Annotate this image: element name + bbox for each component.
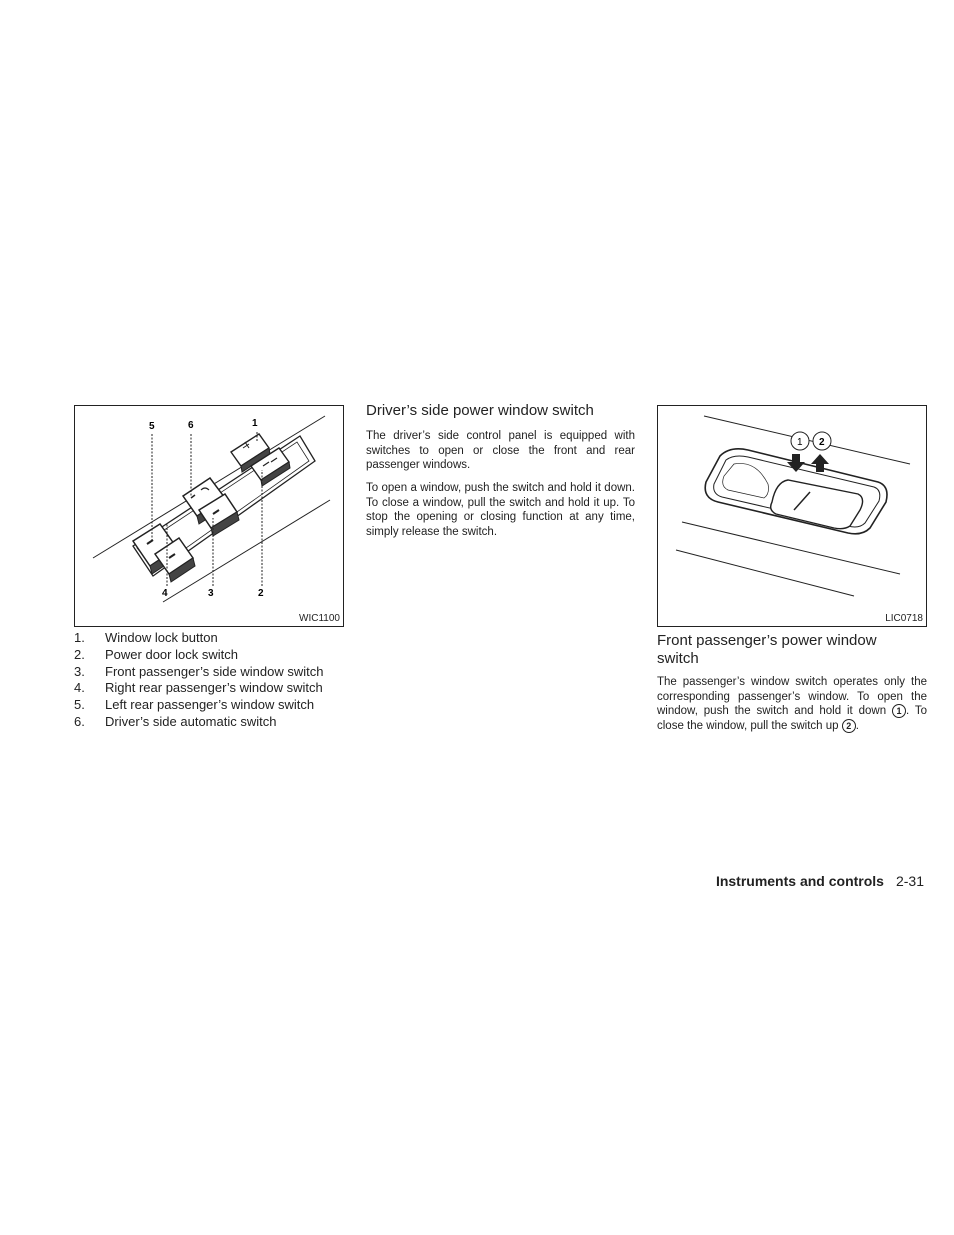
list-item: 1. Window lock button	[74, 630, 218, 645]
figure-driver-switch-panel	[74, 405, 344, 627]
passenger-switch-illustration	[658, 406, 926, 626]
driver-switch-illustration	[75, 406, 343, 626]
list-item: 3. Front passenger’s side window switch	[74, 663, 324, 679]
footer-section-title: Instruments and controls	[715, 873, 884, 889]
list-item: 6. Driver’s side automatic switch	[74, 713, 277, 729]
callout-5: 5	[149, 421, 155, 432]
callout-4: 4	[162, 588, 168, 599]
driver-section-paragraph-1: The driver’s side control panel is equipped with switches to open or close the front and rear passenger windows.	[366, 430, 635, 472]
page-footer	[716, 873, 924, 889]
callout-marker-1: 1	[892, 704, 906, 718]
figure-code: WIC1100	[299, 613, 340, 624]
driver-section-paragraph-2: To open a window, push the switch and hold it down. To close a window, pull the switch and hold it up. To stop the opening or closing function at any time, simply release the switch.	[366, 482, 635, 538]
callout-2: 2	[258, 588, 264, 599]
callout-1: 1	[252, 418, 258, 429]
figure-code: LIC0718	[885, 613, 923, 624]
callout-marker-2: 2	[842, 719, 856, 733]
list-item: 5. Left rear passenger’s window switch	[74, 697, 315, 713]
callout-3: 3	[208, 588, 214, 599]
callout-6: 6	[188, 420, 194, 431]
figure-passenger-switch	[657, 405, 927, 627]
callout-1: 1	[797, 437, 803, 448]
passenger-section-heading: Front passenger’s power window switch	[657, 632, 877, 667]
list-item: 4. Right rear passenger’s window switch	[74, 680, 323, 696]
callout-2: 2	[819, 437, 825, 448]
switch-legend-list	[74, 630, 323, 731]
passenger-section-paragraph: The passenger’s window switch operates only the corresponding passenger’s window. To open the window, push the switch and hold it down 1 . To close the window, pull the switch up 2 .	[657, 676, 927, 732]
driver-section-heading: Driver’s side power window switch	[366, 402, 594, 419]
page-number: 2-31	[895, 873, 924, 889]
list-item: 2. Power door lock switch	[74, 646, 238, 662]
